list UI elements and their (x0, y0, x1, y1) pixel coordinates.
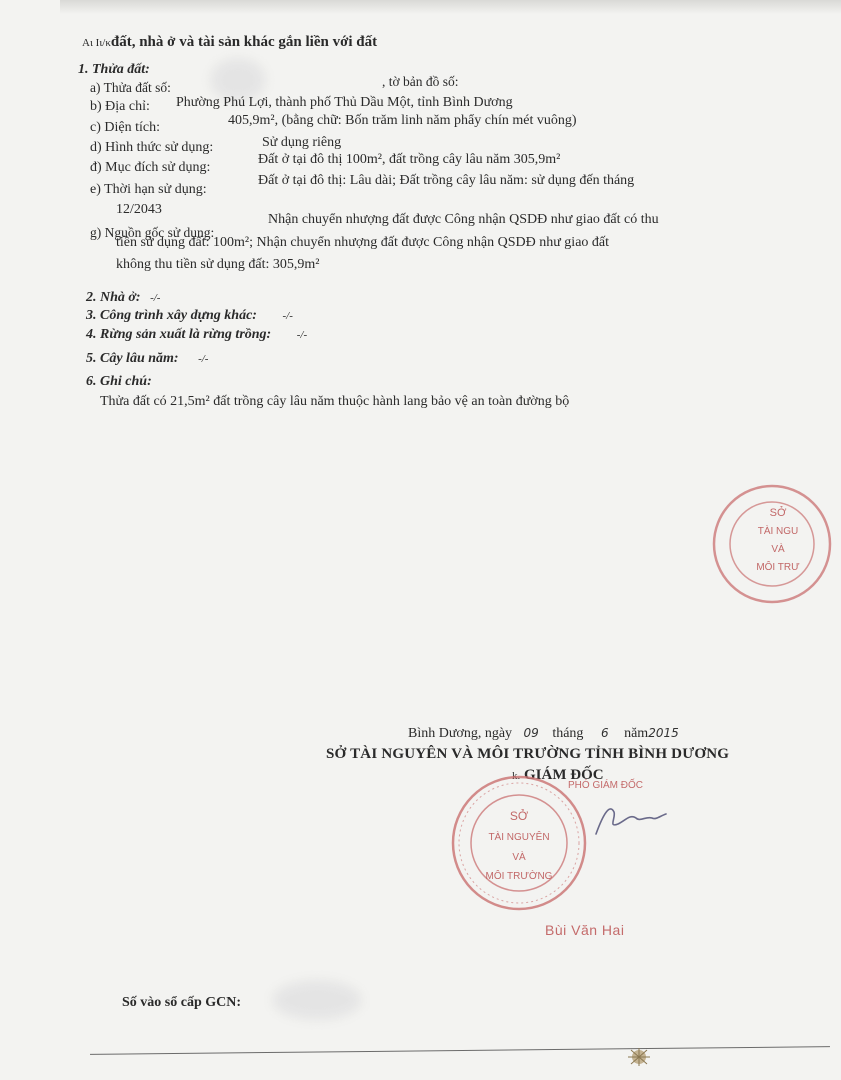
usage-term-value: Đất ở tại đô thị: Lâu dài; Đất trồng cây lâu năm: sử dụng đến tháng (258, 173, 635, 188)
usage-purpose-value: Đất ở tại đô thị 100m², đất trồng cây lâu năm 305,9m² (258, 152, 561, 167)
date-place: Bình Dương, ngày (408, 726, 513, 741)
stamp-outer-ring (453, 777, 585, 909)
section-5-title: 5. Cây lâu năm: (86, 351, 179, 366)
origin-value-3: không thu tiền sử dụng đất: 305,9m² (116, 257, 320, 272)
usage-term-label: e) Thời hạn sử dụng: (90, 182, 207, 197)
official-round-stamp (444, 768, 594, 918)
stamp-line-4: MÔI TRƯỜNG (485, 871, 553, 882)
side-stamp-line-1: SỞ (769, 507, 787, 519)
parcel-number-label: a) Thửa đất số: (90, 80, 171, 95)
issuing-agency: SỞ TÀI NGUYÊN VÀ MÔI TRƯỜNG TỈNH BÌNH DƯƠNG (326, 746, 730, 762)
origin-label: g) Nguồn gốc sử dụng: (90, 225, 215, 240)
handwritten-signature (590, 800, 670, 840)
section-6-heading: 6. Ghi chú: (86, 374, 152, 389)
area-value: 405,9m², (bằng chữ: Bốn trăm linh năm phẩy chín mét vuông) (228, 113, 577, 128)
usage-purpose-label: đ) Mục đích sử dụng: (90, 160, 211, 175)
stamp-dotted-ring (459, 783, 579, 903)
side-stamp-line-2: TÀI NGU (757, 526, 799, 537)
stamp-line-3: VÀ (512, 852, 526, 863)
map-sheet-label: , tờ bản đồ số: (382, 74, 459, 89)
date-year: 2015 (648, 726, 679, 740)
section-3-title: 3. Công trình xây dựng khác: (86, 308, 257, 323)
section-4-heading (86, 327, 307, 343)
address-label: b) Địa chỉ: (90, 99, 150, 114)
address-value: Phường Phú Lợi, thành phố Thủ Dầu Một, tỉnh Bình Dương (176, 95, 513, 110)
signer-role-prefix: k. (512, 770, 521, 782)
header-prefix: Αι Ιι/κ (82, 37, 111, 49)
section-4-value: -/- (296, 329, 308, 341)
section-5-value: -/- (198, 353, 209, 365)
usage-form-value: Sử dụng riêng (262, 135, 342, 150)
deputy-director-label: PHÓ GIÁM ĐỐC (568, 780, 644, 791)
signer-name: Bùi Văn Hai (545, 922, 625, 938)
date-year-label: năm (624, 726, 649, 741)
date-month: 6 (600, 726, 609, 740)
note-text: Thửa đất có 21,5m² đất trồng cây lâu năm thuộc hành lang bảo vệ an toàn đường bộ (100, 394, 570, 409)
area-label: c) Diện tích: (90, 120, 160, 135)
signer-role-title: GIÁM ĐỐC (524, 767, 604, 783)
redacted-register-number (272, 980, 362, 1020)
top-edge-shadow (60, 0, 841, 14)
usage-term-value-2: 12/2043 (116, 202, 162, 217)
stamp-line-2: TÀI NGUYÊN (488, 832, 550, 843)
register-number-label: Số vào sổ cấp GCN: (122, 995, 242, 1010)
side-stamp (700, 470, 841, 620)
origin-value-2: tiền sử dụng đất: 100m²; Nhận chuyển nhượng đất được Công nhận QSDĐ như giao đất (116, 235, 610, 250)
side-stamp-line-3: VÀ (771, 544, 785, 555)
header-title: đất, nhà ở và tài sản khác gắn liền với đất (110, 34, 378, 50)
usage-form-label: d) Hình thức sử dụng: (90, 140, 214, 155)
section-2-heading (86, 290, 160, 306)
section-3-heading (86, 308, 293, 324)
stamp-line-1: SỞ (509, 809, 529, 823)
date-month-label: tháng (552, 726, 584, 741)
bottom-seal-mark-icon (626, 1046, 652, 1068)
section-4-title: 4. Rừng sản xuất là rừng trồng: (86, 327, 272, 342)
section-2-title: 2. Nhà ở: (86, 290, 141, 305)
bottom-rule (90, 1046, 830, 1055)
origin-value-1: Nhận chuyển nhượng đất được Công nhận QSDĐ như giao đất có thu (268, 212, 659, 227)
section-5-heading (86, 351, 208, 367)
date-line (408, 726, 679, 742)
section-2-value: -/- (150, 292, 161, 304)
side-stamp-line-4: MÔI TRƯ (756, 562, 800, 573)
section-3-value: -/- (282, 310, 293, 322)
section-1-heading: 1. Thửa đất: (78, 62, 150, 77)
page-header (82, 34, 377, 51)
date-day: 09 (523, 726, 539, 740)
